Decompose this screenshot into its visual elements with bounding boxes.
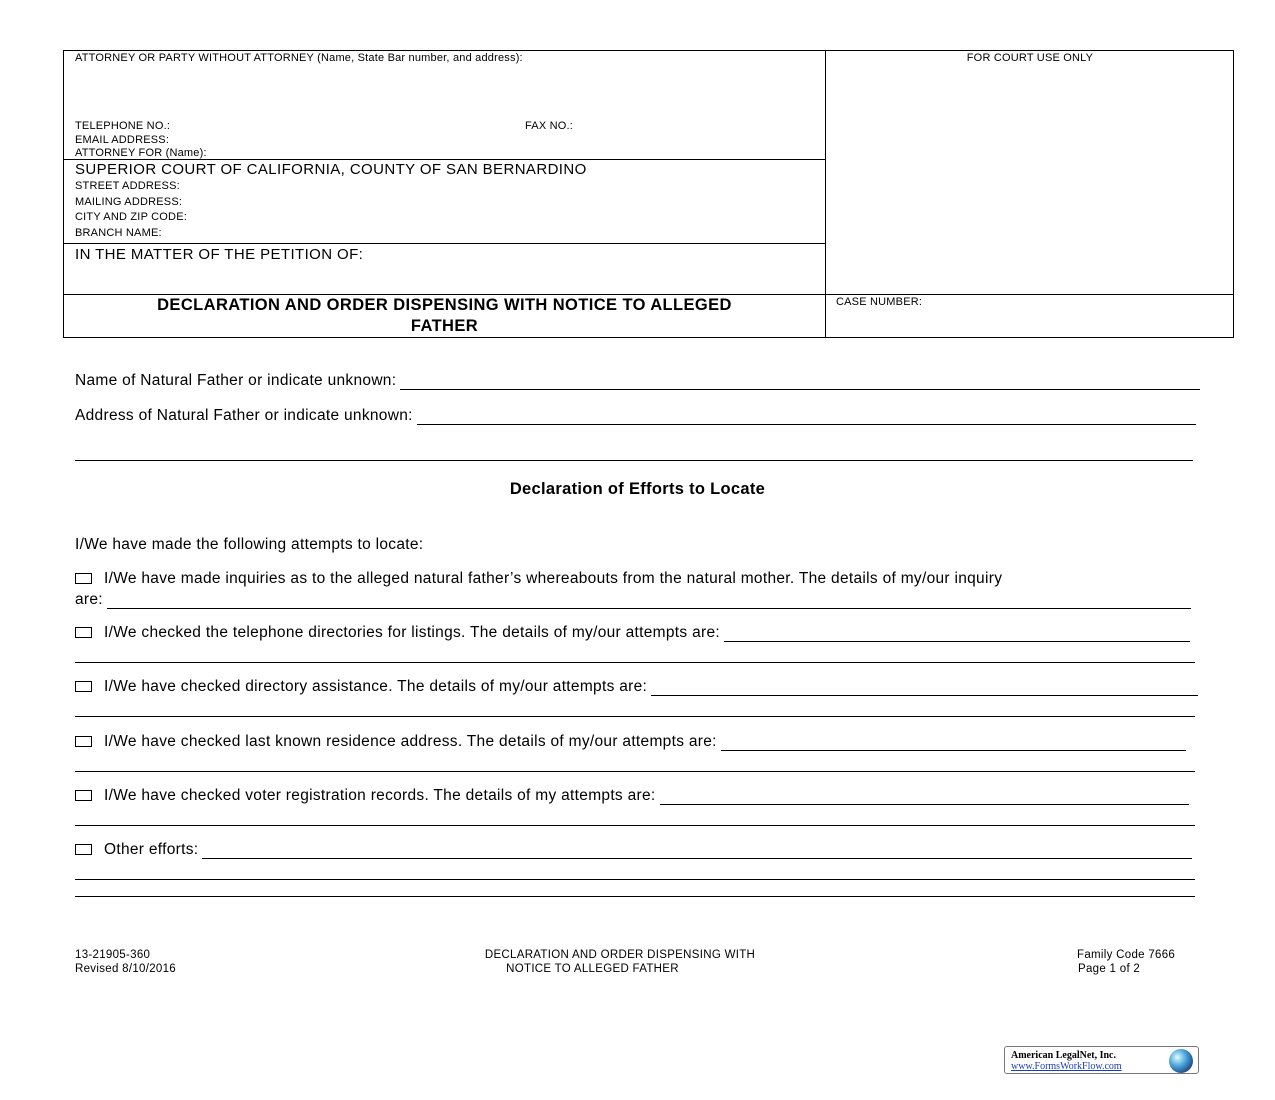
item3-text: I/We have checked directory assistance. The details of my/our attempts are: <box>104 678 648 695</box>
court-use-label: FOR COURT USE ONLY <box>966 52 1094 64</box>
item4-details-line-2[interactable] <box>75 771 1195 772</box>
footer-title-line2: NOTICE TO ALLEGED FATHER <box>506 962 679 975</box>
item6-row <box>75 841 1192 859</box>
section-title: Declaration of Efforts to Locate <box>509 480 766 498</box>
city-zip-label: CITY AND ZIP CODE: <box>75 211 187 223</box>
item2-text: I/We checked the telephone directories for listings. The details of my/our attempts are: <box>104 624 720 641</box>
father-address-line-2[interactable] <box>75 460 1193 461</box>
mailing-address-label: MAILING ADDRESS: <box>75 196 183 208</box>
item6-details-line[interactable] <box>202 844 1192 859</box>
caption-header-table <box>63 50 1234 338</box>
attorney-for-label: ATTORNEY FOR (Name): <box>75 147 207 159</box>
item1-details-line[interactable] <box>107 594 1191 609</box>
email-label: EMAIL ADDRESS: <box>75 134 170 146</box>
item4-details-line[interactable] <box>721 736 1186 751</box>
item6-details-line-2[interactable] <box>75 879 1195 880</box>
revised-date: Revised 8/10/2016 <box>75 962 177 975</box>
logo-url[interactable]: www.FormsWorkFlow.com <box>1011 1061 1122 1072</box>
father-address-field[interactable] <box>75 407 1196 425</box>
item6-details-line-3[interactable] <box>75 896 1195 897</box>
case-number-label: CASE NUMBER: <box>836 296 923 308</box>
item1-line2: are: <box>75 591 103 608</box>
footer-title-line1: DECLARATION AND ORDER DISPENSING WITH <box>484 949 756 961</box>
header-divider-2 <box>64 243 825 244</box>
item2-details-line[interactable] <box>724 627 1190 642</box>
item1-row2[interactable] <box>75 591 1191 609</box>
fax-label: FAX NO.: <box>525 120 574 132</box>
branch-name-label: BRANCH NAME: <box>75 227 162 239</box>
item3-details-line[interactable] <box>651 681 1198 696</box>
item3-checkbox[interactable] <box>75 681 92 692</box>
item1-line1: I/We have made inquiries as to the alleged natural father’s whereabouts from the natural mother. The details of my/our inquiry <box>104 570 1003 587</box>
item5-details-line-2[interactable] <box>75 825 1195 826</box>
form-title <box>64 295 825 337</box>
item4-checkbox[interactable] <box>75 736 92 747</box>
street-address-label: STREET ADDRESS: <box>75 180 180 192</box>
matter-label: IN THE MATTER OF THE PETITION OF: <box>75 246 364 263</box>
item2-row <box>75 624 1190 642</box>
item3-row <box>75 678 1198 696</box>
item2-details-line-2[interactable] <box>75 662 1195 663</box>
item1-checkbox[interactable] <box>75 573 92 584</box>
footer-center <box>440 949 800 976</box>
footer-right <box>1077 949 1175 976</box>
footer-left <box>75 949 176 976</box>
item4-text: I/We have checked last known residence address. The details of my/our attempts are: <box>104 733 717 750</box>
father-address-line[interactable] <box>417 410 1196 425</box>
form-title-line2: FATHER <box>410 317 479 335</box>
globe-icon <box>1169 1049 1193 1073</box>
court-name: SUPERIOR COURT OF CALIFORNIA, COUNTY OF SAN BERNARDINO <box>75 161 587 178</box>
father-name-field[interactable] <box>75 372 1200 390</box>
item6-text: Other efforts: <box>104 841 199 858</box>
telephone-label: TELEPHONE NO.: <box>75 120 171 132</box>
item4-row <box>75 733 1186 751</box>
item2-checkbox[interactable] <box>75 627 92 638</box>
father-name-line[interactable] <box>400 375 1200 390</box>
logo-company: American LegalNet, Inc. <box>1011 1050 1116 1061</box>
item5-text: I/We have checked voter registration records. The details of my attempts are: <box>104 787 656 804</box>
form-number: 13-21905-360 <box>75 949 151 961</box>
intro-text: I/We have made the following attempts to locate: <box>75 536 424 553</box>
item3-details-line-2[interactable] <box>75 716 1195 717</box>
item5-row <box>75 787 1189 805</box>
item1-row <box>75 570 1002 588</box>
form-title-line1: DECLARATION AND ORDER DISPENSING WITH NOTICE TO ALLEGED <box>157 296 732 314</box>
page-number: Page 1 of 2 <box>1078 962 1141 975</box>
family-code: Family Code 7666 <box>1077 949 1176 961</box>
item6-checkbox[interactable] <box>75 844 92 855</box>
father-name-label: Name of Natural Father or indicate unknown: <box>75 372 397 389</box>
father-address-label: Address of Natural Father or indicate unknown: <box>75 407 413 424</box>
attorney-label: ATTORNEY OR PARTY WITHOUT ATTORNEY (Name, State Bar number, and address): <box>75 52 523 64</box>
item5-details-line[interactable] <box>660 790 1190 805</box>
legalnet-logo[interactable] <box>1004 1046 1199 1074</box>
item5-checkbox[interactable] <box>75 790 92 801</box>
